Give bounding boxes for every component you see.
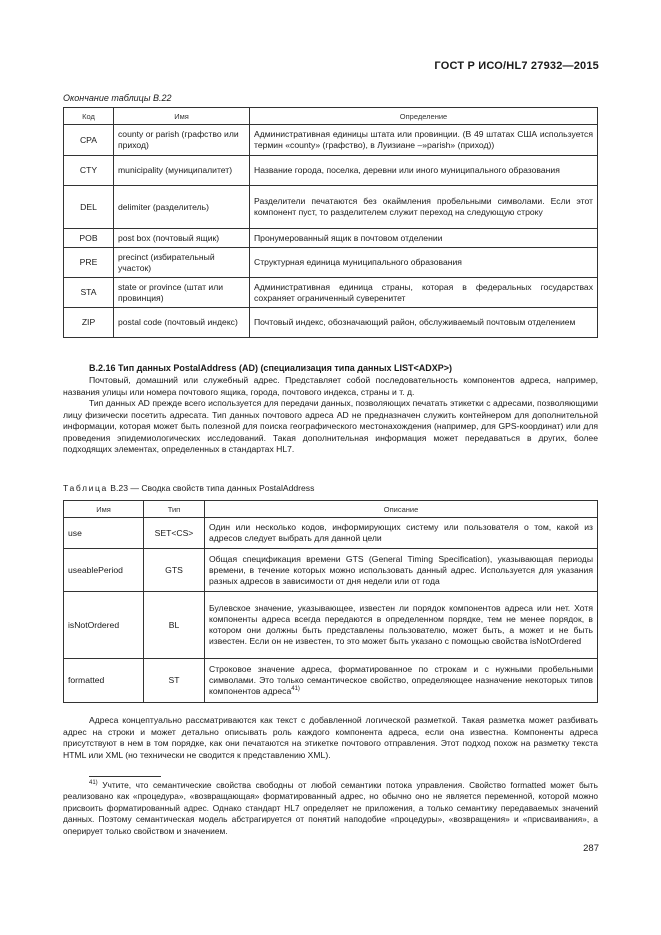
table-row [64, 592, 598, 659]
table-caption-label: Таблица [63, 483, 108, 493]
name-cell: postal code (почтовый индекс) [114, 308, 250, 338]
definition-cell: Структурная единица муниципального образования [250, 248, 598, 278]
name-cell: county or parish (графство или приход) [114, 125, 250, 156]
footnote-marker: 41) [89, 780, 98, 787]
description-cell: Один или несколько кодов, информирующих систему или пользователя о том, какой из адресов следует выбрать для данной цели [205, 518, 598, 549]
paragraph-1: Почтовый, домашний или служебный адрес. Представляет собой последовательность компонентов адреса, например, названия улицы или номера почтового ящика, города, почтового индекса, страны и т. д. [63, 375, 598, 397]
name-cell: post box (почтовый ящик) [114, 229, 250, 248]
code-cell: CPA [64, 125, 114, 156]
footnote-text: Учтите, что семантические свойства свободны от любой семантики потока управления. Свойство formatted может быть реализовано как «процедура», «возвращающая» форматированный адрес, но обычно оно не является переменной, которой можно присвоить форматированный адрес. Однако стандарт HL7 определяет не приложения, а только семантику передаваемых значений данных. Поэтому семантическая модель абстрагируется от понятий наподобие «процедуры», «возвращения» и «присваивания», а оперирует только свойством и значением. [63, 780, 598, 836]
column-header-description: Описание [205, 501, 598, 518]
table-22 [63, 107, 598, 338]
name-cell: formatted [64, 659, 144, 703]
paragraph-2: Тип данных AD прежде всего используется для передачи данных, позволяющих печатать этикетки с адресами, позволяющими лицу физически посетить адресата. Тип данных почтового адреса AD не предназначен служить контейнером для дополнительной информации, которая может быть полезной для поиска географического местонахождения (например, для GPS-координат) или для проведения эпидемиологических исследований. Такая дополнительная информация может передаваться в других, более подходящих элементах, определенных в стандартах HL7. [63, 398, 598, 455]
name-cell: isNotOrdered [64, 592, 144, 659]
table-row [64, 518, 598, 549]
type-cell: ST [144, 659, 205, 703]
table-row [64, 125, 598, 156]
page-number: 287 [583, 843, 599, 854]
column-header-type: Тип [144, 501, 205, 518]
type-cell: BL [144, 592, 205, 659]
column-header-definition: Определение [250, 108, 598, 125]
definition-cell: Название города, поселка, деревни или иного муниципального образования [250, 156, 598, 186]
column-header-name: Имя [114, 108, 250, 125]
footnote-reference: 41) [291, 686, 300, 693]
name-cell: precinct (избирательный участок) [114, 248, 250, 278]
table-row [64, 248, 598, 278]
description-cell [205, 659, 598, 703]
name-cell: municipality (муниципалитет) [114, 156, 250, 186]
type-cell: SET<CS> [144, 518, 205, 549]
table-header-row [64, 501, 598, 518]
description-cell: Булевское значение, указывающее, известен ли порядок компонентов адреса или нет. Хотя компоненты адреса всегда передаются в определенном порядке, тем не менее порядок, в котором они должны быть представлены пользователю, может быть, а может и не быть известен. Если он не известен, то это может быть указано с помощью свойства isNotOrdered [205, 592, 598, 659]
code-cell: ZIP [64, 308, 114, 338]
paragraph-3: Адреса концептуально рассматриваются как текст с добавленной логической разметкой. Такая разметка может разбивать адрес на строки и может детально описывать роль каждого компонента адреса, если она известна. Компоненты адреса присутствуют в нем в том порядке, как они печатаются на этикетке почтового отправления. Этот подход похож на разметку текста HTML или XML (но технически не сводится к представлению XML). [63, 715, 598, 760]
code-cell: PRE [64, 248, 114, 278]
name-cell: use [64, 518, 144, 549]
table-row [64, 186, 598, 229]
code-cell: STA [64, 278, 114, 308]
definition-cell: Пронумерованный ящик в почтовом отделении [250, 229, 598, 248]
definition-cell: Почтовый индекс, обозначающий район, обслуживаемый почтовым отделением [250, 308, 598, 338]
column-header-name: Имя [64, 501, 144, 518]
code-cell: POB [64, 229, 114, 248]
footnote-divider [89, 776, 161, 777]
code-cell: DEL [64, 186, 114, 229]
column-header-code: Код [64, 108, 114, 125]
table-caption-text: В.23 — Сводка свойств типа данных PostalAddress [107, 483, 315, 493]
table-row [64, 549, 598, 592]
type-cell: GTS [144, 549, 205, 592]
table-header-row [64, 108, 598, 125]
table-row [64, 229, 598, 248]
name-cell: useablePeriod [64, 549, 144, 592]
table-row [64, 659, 598, 703]
footnote [63, 780, 598, 837]
description-text: Строковое значение адреса, форматированное по строкам и с нужными пробельными символами. Это только семантическое свойство, определяющее назначение некоторых типов компонентов адреса [209, 664, 593, 696]
table-23 [63, 500, 598, 703]
definition-cell: Разделители печатаются без окаймления пробельными символами. Если этот компонент пуст, то разделителем служит переход на следующую строку [250, 186, 598, 229]
section-title: B.2.16 Тип данных PostalAddress (AD) (специализация типа данных LIST<ADXP>) [89, 363, 453, 373]
code-cell: CTY [64, 156, 114, 186]
table-22-caption: Окончание таблицы В.22 [63, 93, 172, 103]
definition-cell: Административная единица страны, которая в федеральных государствах сохраняет ограниченный суверенитет [250, 278, 598, 308]
document-header: ГОСТ Р ИСО/HL7 27932—2015 [434, 60, 599, 72]
name-cell: delimiter (разделитель) [114, 186, 250, 229]
table-row [64, 308, 598, 338]
table-row [64, 156, 598, 186]
table-row [64, 278, 598, 308]
definition-cell: Административная единицы штата или провинции. (В 49 штатах США используется термин «county» (графство), в Луизиане –»parish» (приход)) [250, 125, 598, 156]
description-cell: Общая спецификация времени GTS (General Timing Specification), указывающая периоды времени, в течение которых можно использовать данный адрес. Используется для указания разных адресов в зависимости от дня недели или от года [205, 549, 598, 592]
table-23-caption [63, 483, 314, 493]
name-cell: state or province (штат или провинция) [114, 278, 250, 308]
